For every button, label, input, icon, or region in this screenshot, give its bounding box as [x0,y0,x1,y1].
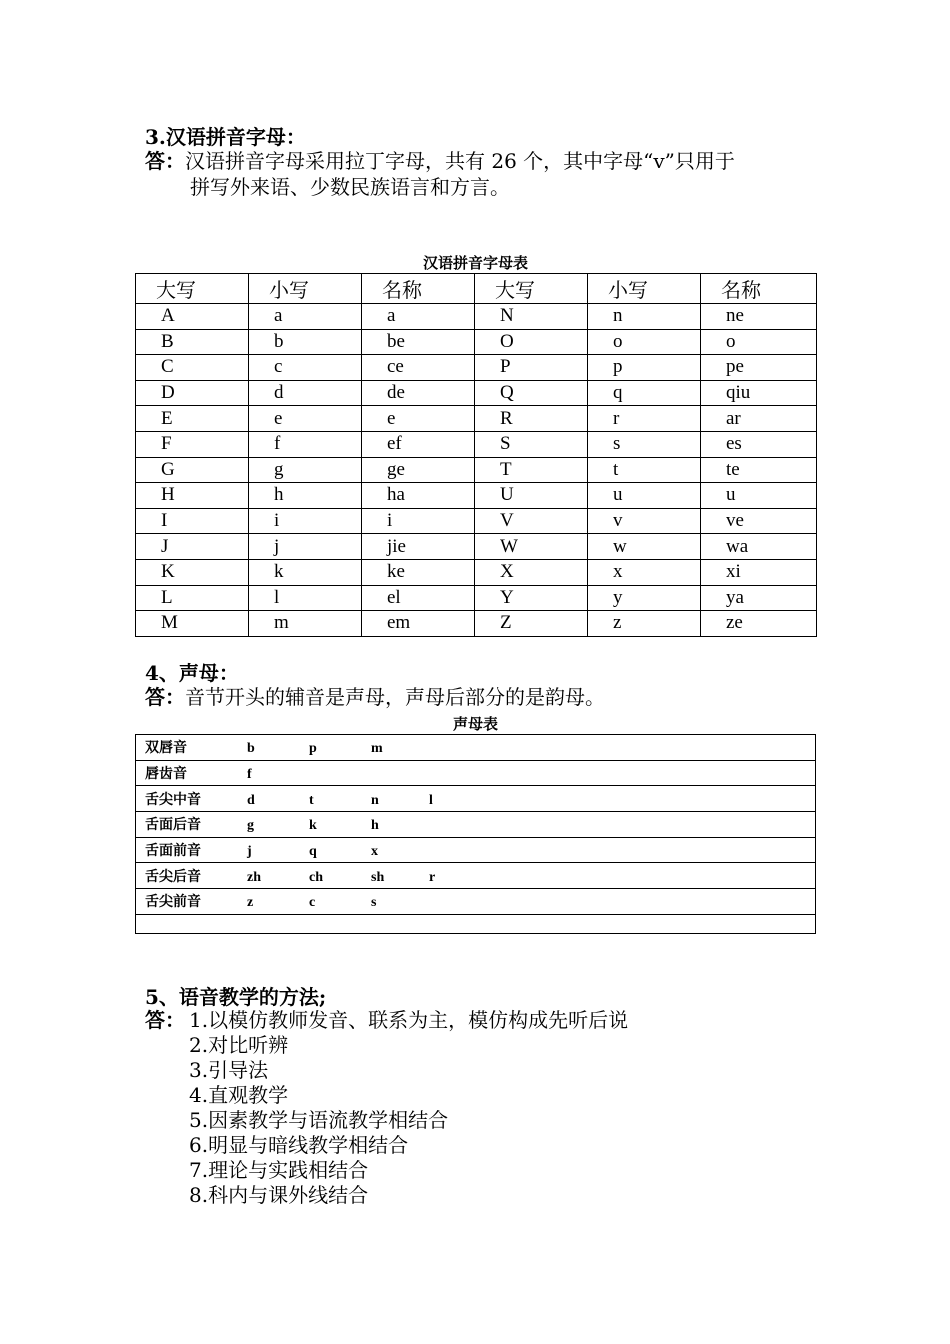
table-row [136,483,817,509]
answer-lead: 答： [145,149,185,173]
cell-name: ce [362,355,475,381]
cell-name-2: ne [701,304,817,330]
alphabet-table-caption: 汉语拼音字母表 [422,254,528,272]
cell-upper: E [136,406,249,432]
cell-upper: K [136,559,249,585]
header-lowercase: 小写 [249,274,362,304]
cell-name: em [362,611,475,637]
initials-cell [136,889,816,915]
table-row [136,863,816,889]
cell-lower-2: n [588,304,701,330]
empty-cell [136,914,816,933]
list-item [145,1133,628,1158]
cell-lower-2: x [588,559,701,585]
cell-upper-2: X [475,559,588,585]
initials-table [135,734,816,934]
cell-lower-2: q [588,380,701,406]
cell-lower: i [249,508,362,534]
cell-lower-2: o [588,329,701,355]
initial-category: 唇齿音 [145,766,187,783]
cell-upper-2: U [475,483,588,509]
alphabet-header-row [136,274,817,304]
initial-letter: s [371,895,377,911]
table-row [136,355,817,381]
initials-cell [136,735,816,761]
cell-name-2: qiu [701,380,817,406]
table-row [136,304,817,330]
header-name-2: 名称 [701,274,817,304]
list-item [145,1108,628,1133]
cell-upper-2: O [475,329,588,355]
cell-lower-2: p [588,355,701,381]
cell-upper-2: W [475,534,588,560]
initial-letter: sh [371,869,385,885]
initial-letter: d [247,792,255,808]
list-item [145,1083,628,1108]
header-name: 名称 [362,274,475,304]
table-row [136,889,816,915]
answer-lead: 答： [145,685,185,709]
cell-lower: g [249,457,362,483]
initial-letter: p [309,741,317,757]
cell-name: ef [362,431,475,457]
cell-name-2: ya [701,585,817,611]
answer-lead [145,1183,189,1208]
initial-category: 舌面后音 [145,817,201,834]
method-item: 8.科内与课外线结合 [189,1183,369,1207]
initial-category: 舌尖中音 [145,791,201,808]
cell-name: de [362,380,475,406]
cell-upper-2: Z [475,611,588,637]
cell-name-2: pe [701,355,817,381]
answer-lead [145,1108,189,1133]
cell-name: e [362,406,475,432]
initials-cell [136,863,816,889]
list-item [145,1158,628,1183]
cell-lower: b [249,329,362,355]
initial-letter: g [247,818,254,834]
cell-upper: F [136,431,249,457]
cell-upper: A [136,304,249,330]
method-item: 4.直观教学 [189,1083,289,1107]
initial-category: 舌尖前音 [145,894,201,911]
table-row [136,760,816,786]
initial-letter: q [309,844,317,860]
initial-letter: b [247,741,255,757]
cell-upper: J [136,534,249,560]
header-lowercase-2: 小写 [588,274,701,304]
answer-line2: 拼写外来语、少数民族语言和方言。 [190,175,510,199]
table-row [136,406,817,432]
initial-category: 舌尖后音 [145,868,201,885]
cell-lower-2: y [588,585,701,611]
answer-line1: 汉语拼音字母采用拉丁字母，共有 26 个，其中字母“v”只用于 [185,149,735,173]
table-row [136,380,817,406]
section5-answer [145,1008,628,1208]
cell-upper: D [136,380,249,406]
cell-lower-2: z [588,611,701,637]
method-item: 1.以模仿教师发音、联系为主，模仿构成先听后说 [189,1008,629,1032]
cell-name: a [362,304,475,330]
cell-upper: H [136,483,249,509]
cell-lower-2: v [588,508,701,534]
cell-upper-2: R [475,406,588,432]
cell-name: be [362,329,475,355]
table-row [136,457,817,483]
initial-letter: ch [309,869,323,885]
initial-letter: h [371,818,379,834]
table-row [136,812,816,838]
cell-name-2: ar [701,406,817,432]
initial-category: 舌面前音 [145,843,201,860]
section5-title: 5、语音教学的方法; [145,985,327,1009]
initial-letter: z [247,895,254,911]
answer-lead [145,1083,189,1108]
cell-upper-2: V [475,508,588,534]
cell-upper-2: S [475,431,588,457]
initial-letter: f [247,767,252,783]
initials-cell [136,786,816,812]
section3-answer [145,148,825,200]
cell-lower: f [249,431,362,457]
cell-name-2: te [701,457,817,483]
list-item [145,1183,628,1208]
alphabet-table [135,273,817,637]
cell-lower: h [249,483,362,509]
section3-title: 3.汉语拼音字母： [145,125,306,149]
table-row [136,837,816,863]
cell-name-2: xi [701,559,817,585]
cell-upper-2: P [475,355,588,381]
initial-letter: zh [247,869,261,885]
answer-text: 音节开头的辅音是声母，声母后部分的是韵母。 [185,685,605,709]
cell-lower-2: u [588,483,701,509]
cell-name: i [362,508,475,534]
cell-upper-2: Q [475,380,588,406]
initial-letter: n [371,792,379,808]
cell-name: jie [362,534,475,560]
cell-upper: L [136,585,249,611]
initial-letter: m [371,741,383,757]
table-row [136,508,817,534]
method-item: 3.引导法 [189,1058,269,1082]
cell-lower-2: w [588,534,701,560]
list-item [145,1058,628,1083]
cell-lower: m [249,611,362,637]
cell-upper: M [136,611,249,637]
cell-lower-2: r [588,406,701,432]
cell-name-2: ve [701,508,817,534]
cell-name: ge [362,457,475,483]
table-row [136,534,817,560]
cell-upper: G [136,457,249,483]
cell-name: ha [362,483,475,509]
cell-name-2: o [701,329,817,355]
table-row [136,735,816,761]
method-item: 6.明显与暗线教学相结合 [189,1133,409,1157]
cell-lower-2: t [588,457,701,483]
cell-upper-2: N [475,304,588,330]
method-item: 5.因素教学与语流教学相结合 [189,1108,449,1132]
empty-row [136,914,816,933]
answer-lead [145,1058,189,1083]
initial-letter: c [309,895,316,911]
cell-lower: d [249,380,362,406]
answer-lead [145,1033,189,1058]
cell-name-2: ze [701,611,817,637]
list-item [145,1008,628,1033]
initials-table-caption: 声母表 [452,715,498,733]
cell-lower: c [249,355,362,381]
cell-lower: j [249,534,362,560]
table-row [136,329,817,355]
initials-cell [136,760,816,786]
cell-lower: e [249,406,362,432]
cell-upper-2: T [475,457,588,483]
table-row [136,611,817,637]
cell-upper: C [136,355,249,381]
method-item: 2.对比听辨 [189,1033,289,1057]
cell-name: ke [362,559,475,585]
initial-letter: k [309,818,317,834]
cell-lower: a [249,304,362,330]
method-item: 7.理论与实践相结合 [189,1158,369,1182]
cell-upper: B [136,329,249,355]
answer-lead: 答： [145,1008,185,1032]
section4-title: 4、声母： [145,661,239,685]
answer-lead [145,1133,189,1158]
initial-letter: t [309,792,314,808]
cell-lower-2: s [588,431,701,457]
initials-cell [136,812,816,838]
answer-lead [145,1158,189,1183]
cell-name-2: wa [701,534,817,560]
initial-category: 双唇音 [145,740,187,757]
header-uppercase: 大写 [136,274,249,304]
table-row [136,431,817,457]
cell-name-2: u [701,483,817,509]
cell-name-2: es [701,431,817,457]
header-uppercase-2: 大写 [475,274,588,304]
initials-cell [136,837,816,863]
table-row [136,585,817,611]
section4-answer [145,684,825,710]
list-item [145,1033,628,1058]
cell-lower: l [249,585,362,611]
cell-upper-2: Y [475,585,588,611]
initial-letter: x [371,844,378,860]
cell-upper: I [136,508,249,534]
initial-letter: l [429,792,433,808]
initial-letter: r [429,869,436,885]
cell-name: el [362,585,475,611]
cell-lower: k [249,559,362,585]
table-row [136,559,817,585]
table-row [136,786,816,812]
initial-letter: j [247,844,252,860]
